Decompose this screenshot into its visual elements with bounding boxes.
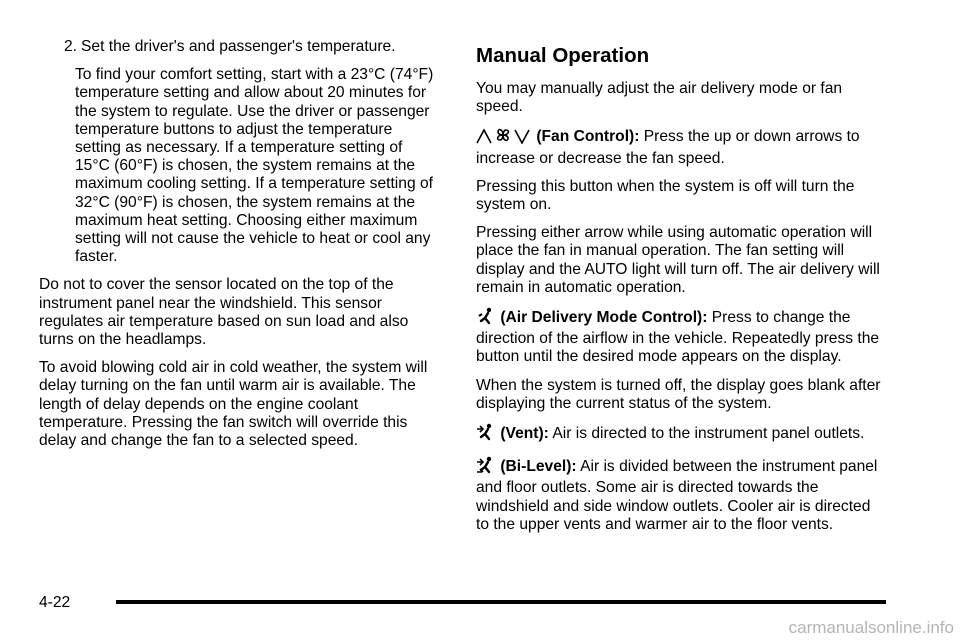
right-column <box>476 38 886 544</box>
vent-text: Air is directed to the instrument panel outlets. <box>552 425 865 443</box>
air-delivery-mode-icon <box>476 307 494 330</box>
section-heading: Manual Operation <box>476 44 650 67</box>
left-column <box>39 38 439 460</box>
page-number: 4-22 <box>39 594 71 611</box>
fan-control-term: (Fan Control): <box>536 128 640 146</box>
vent-mode-icon <box>476 423 494 446</box>
bi-level-mode-icon <box>476 456 494 479</box>
bi-level-text: Air is divided between the instrument panel and floor outlets. Some air is directed towards the windshield and side window outlets. Cooler air is directed to the upper vents and warmer air to the floor vents. <box>476 458 878 533</box>
watermark: carmanualsonline.info <box>788 618 954 637</box>
step-detail: To find your comfort setting, start with a 23°C (74°F) temperature setting and allow about 20 minutes for the system to regulate. Use the driver or passenger temperature buttons to adjust the temperature setting as necessary. If a temperature setting of 15°C (60°F) is chosen, the system remains at the maximum cooling setting. If a temperature setting of 32°C (90°F) is chosen, the system remains at the maximum heat setting. Choosing either maximum setting will not cause the vehicle to heat or cool any faster. <box>75 66 434 266</box>
vent-paragraph <box>476 423 886 446</box>
fan-paragraph-3: Pressing either arrow while using automatic operation will place the fan in manual operation. The fan setting will display and the AUTO light will turn off. The air delivery will remain in automatic operation. <box>476 224 880 296</box>
fan-control-paragraph <box>476 126 886 167</box>
fan-down-arrow-icon <box>514 128 530 149</box>
numbered-step <box>39 38 439 56</box>
mode-paragraph-2: When the system is turned off, the display goes blank after displaying the current status of the system. <box>476 376 881 412</box>
bi-level-term: (Bi-Level): <box>500 458 577 476</box>
step-number: 2. <box>63 38 77 55</box>
fan-control-text: Press the up or down arrows to increase or decrease the fan speed. <box>476 128 860 167</box>
delay-paragraph: To avoid blowing cold air in cold weather, the system will delay turning on the fan until warm air is available. The length of delay depends on the engine coolant temperature. Pressing the fan switch will override this delay and change the fan to a selected speed. <box>39 359 428 450</box>
sensor-paragraph: Do not to cover the sensor located on the top of the instrument panel near the windshield. This sensor regulates air temperature based on sun load and also turns on the headlamps. <box>39 276 409 349</box>
fan-up-arrow-icon <box>476 128 492 149</box>
mode-control-term: (Air Delivery Mode Control): <box>500 309 708 327</box>
vent-term: (Vent): <box>500 425 549 443</box>
fan-paragraph-2: Pressing this button when the system is off will turn the system on. <box>476 177 855 214</box>
step-text: Set the driver's and passenger's temperature. <box>81 38 396 55</box>
mode-control-text: Press to change the direction of the airflow in the vehicle. Repeatedly press the button until the desired mode appears on the display. <box>476 309 880 366</box>
mode-control-paragraph <box>476 307 886 367</box>
footer-rule <box>116 600 886 604</box>
intro-paragraph: You may manually adjust the air delivery mode or fan speed. <box>476 80 843 116</box>
fan-icon <box>494 126 512 149</box>
bi-level-paragraph <box>476 456 886 534</box>
